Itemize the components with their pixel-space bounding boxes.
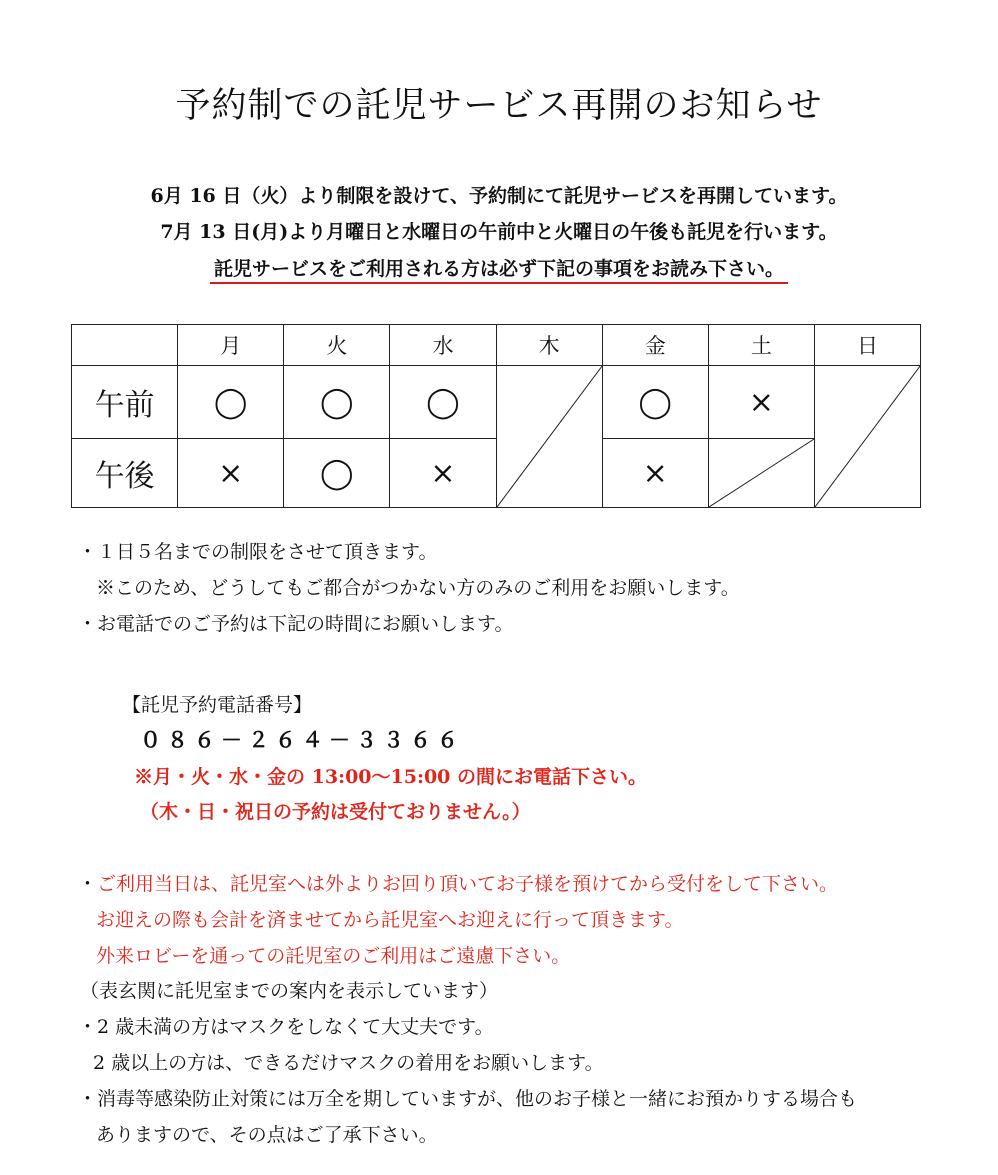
cell-am-mon: ◯ [178, 366, 284, 439]
phone-closed-days: （木・日・祝日の予約は受付ておりません。） [140, 801, 531, 823]
schedule-table [71, 324, 921, 508]
day-mon: 月 [178, 325, 284, 366]
header-blank-cell [72, 325, 178, 366]
intro-line-1: 6月 16 日（火）より制限を設けて、予約制にて託児サービスを再開しています。 [150, 185, 848, 207]
note-disinfection: ・消毒等感染防止対策には万全を期していますが、他のお子様と一緒にお預かりする場合も [78, 1088, 858, 1110]
diagonal-slash-icon [815, 366, 920, 507]
cell-am-sat: × [708, 366, 814, 439]
intro-line-2: 7月 13 日(月)より月曜日と水曜日の午前中と火曜日の午後も託児を行います。 [160, 221, 838, 243]
phone-hours: ※月・火・水・金の 13:00～15:00 の間にお電話下さい。 [134, 766, 648, 788]
bullet: ・ [78, 873, 98, 895]
note-disinfection-cont: ありますので、その点はご了承下さい。 [96, 1124, 438, 1146]
diagonal-slash-icon [497, 366, 602, 507]
note-mask-under-2: ・2 歳未満の方はマスクをしなくて大丈夫です。 [78, 1016, 494, 1038]
cell-pm-sat-closed [708, 439, 814, 508]
cell-pm-fri: × [602, 439, 708, 508]
day-fri: 金 [602, 325, 708, 366]
note-capacity-detail: ※このため、どうしてもご都合がつかない方のみのご利用をお願いします。 [96, 577, 740, 599]
phone-heading: 【託児予約電話番号】 [122, 694, 313, 716]
day-sat: 土 [708, 325, 814, 366]
day-wed: 水 [390, 325, 496, 366]
rule-pickup: お迎えの際も会計を済ませてから託児室へお迎えに行って頂きます。 [96, 909, 684, 931]
cell-pm-tue: ◯ [284, 439, 390, 508]
day-thu: 木 [496, 325, 602, 366]
cell-thu-closed [496, 366, 602, 508]
note-phone-booking: ・お電話でのご予約は下記の時間にお願いします。 [78, 613, 514, 635]
day-sun: 日 [814, 325, 920, 366]
cell-pm-mon: × [178, 439, 284, 508]
cell-am-wed: ◯ [390, 366, 496, 439]
note-capacity: ・１日５名までの制限をさせて頂きます。 [78, 541, 438, 563]
diagonal-slash-icon [709, 439, 814, 507]
row-label-pm: 午後 [72, 439, 178, 508]
rule-lobby: 外来ロビーを通っての託児室のご利用はご遠慮下さい。 [96, 945, 571, 967]
phone-number: ０８６－２６４－３３６６ [140, 727, 464, 752]
note-mask-over-2: 2 歳以上の方は、できるだけマスクの着用をお願いします。 [93, 1052, 604, 1074]
cell-am-fri: ◯ [602, 366, 708, 439]
cell-pm-wed: × [390, 439, 496, 508]
row-label-am: 午前 [72, 366, 178, 439]
rule-signage: （表玄関に託児室までの案内を表示しています） [80, 980, 499, 1002]
day-tue: 火 [284, 325, 390, 366]
page-title: 予約制での託児サービス再開のお知らせ [175, 86, 823, 126]
cell-am-tue: ◯ [284, 366, 390, 439]
intro-line-3 [0, 254, 998, 281]
cell-sun-closed [814, 366, 920, 508]
intro-underlined-notice: 託児サービスをご利用される方は必ず下記の事項をお読み下さい。 [210, 258, 788, 284]
rule-entry-text: ご利用当日は、託児室へは外よりお回り頂いてお子様を預けてから受付をして下さい。 [97, 873, 839, 895]
rule-entry [78, 869, 838, 896]
